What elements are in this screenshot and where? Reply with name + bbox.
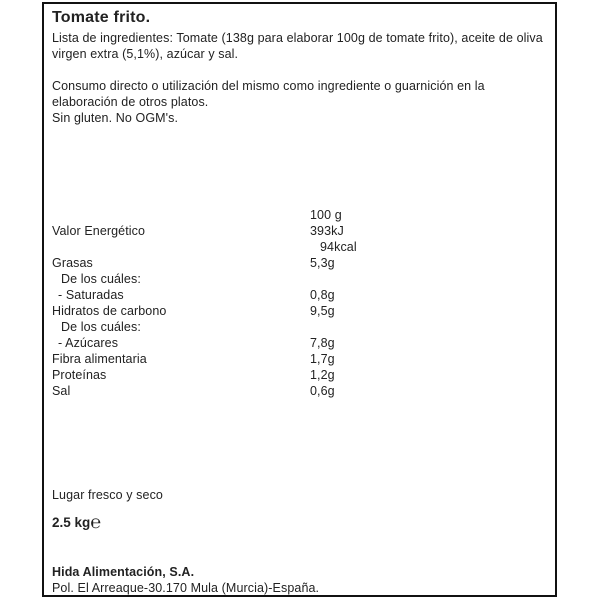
net-weight-value: 2.5 kg	[52, 515, 91, 530]
nutrition-row-fibre	[52, 351, 545, 367]
nutrition-label: Sal	[52, 384, 71, 398]
nutrition-label: Proteínas	[52, 368, 107, 382]
storage-instructions: Lugar fresco y seco	[52, 488, 163, 502]
nutrition-label: - Saturadas	[58, 288, 124, 302]
nutrition-row-of-which-fat	[52, 271, 545, 287]
nutrition-label	[52, 239, 310, 255]
nutrition-value: 1,7g	[310, 352, 335, 366]
nutrition-row-saturates	[52, 287, 545, 303]
nutrition-value: 7,8g	[310, 336, 335, 350]
nutrition-value: 0,8g	[310, 288, 335, 302]
net-weight	[52, 511, 545, 534]
nutrition-value: 94kcal	[320, 240, 357, 254]
nutrition-value: 1,2g	[310, 368, 335, 382]
nutrition-label: Hidratos de carbono	[52, 304, 167, 318]
nutrition-header-row	[52, 207, 545, 223]
nutrition-row-fat	[52, 255, 545, 271]
nutrition-row-protein	[52, 367, 545, 383]
nutrition-row-energy-kcal	[52, 239, 545, 255]
manufacturer-address: Pol. El Arreaque-30.170 Mula (Murcia)-España.	[52, 581, 320, 595]
nutrition-label: De los cuáles:	[61, 320, 141, 334]
nutrition-label: Grasas	[52, 256, 93, 270]
estimated-sign-icon: ℮	[90, 512, 102, 532]
nutrition-value	[310, 271, 545, 287]
consumption-text: Consumo directo o utilización del mismo como ingrediente o guarnición en la elaboración de otros platos.	[52, 79, 485, 109]
nutrition-column-header: 100 g	[310, 208, 342, 222]
nutrition-value: 9,5g	[310, 304, 335, 318]
product-title: Tomate frito.	[52, 9, 151, 26]
nutrition-value: 393kJ	[310, 224, 344, 238]
label-document	[42, 2, 557, 597]
nutrition-table	[52, 207, 545, 399]
nutrition-label: Fibra alimentaria	[52, 352, 147, 366]
nutrition-value	[310, 319, 545, 335]
dietary-claims-text: Sin gluten. No OGM's.	[52, 111, 179, 125]
nutrition-row-energy	[52, 223, 545, 239]
nutrition-label: Valor Energético	[52, 224, 146, 238]
nutrition-row-sugars	[52, 335, 545, 351]
nutrition-row-carbohydrate	[52, 303, 545, 319]
nutrition-row-salt	[52, 383, 545, 399]
nutrition-value: 5,3g	[310, 256, 335, 270]
nutrition-value: 0,6g	[310, 384, 335, 398]
manufacturer-name: Hida Alimentación, S.A.	[52, 565, 195, 579]
nutrition-header-spacer	[52, 207, 310, 223]
nutrition-label: - Azúcares	[58, 336, 119, 350]
nutrition-label: De los cuáles:	[61, 272, 141, 286]
ingredients-text: Lista de ingredientes: Tomate (138g para elaborar 100g de tomate frito), aceite de oliva virgen extra (5,1%), azúcar y sal.	[52, 31, 543, 61]
nutrition-row-of-which-carb	[52, 319, 545, 335]
